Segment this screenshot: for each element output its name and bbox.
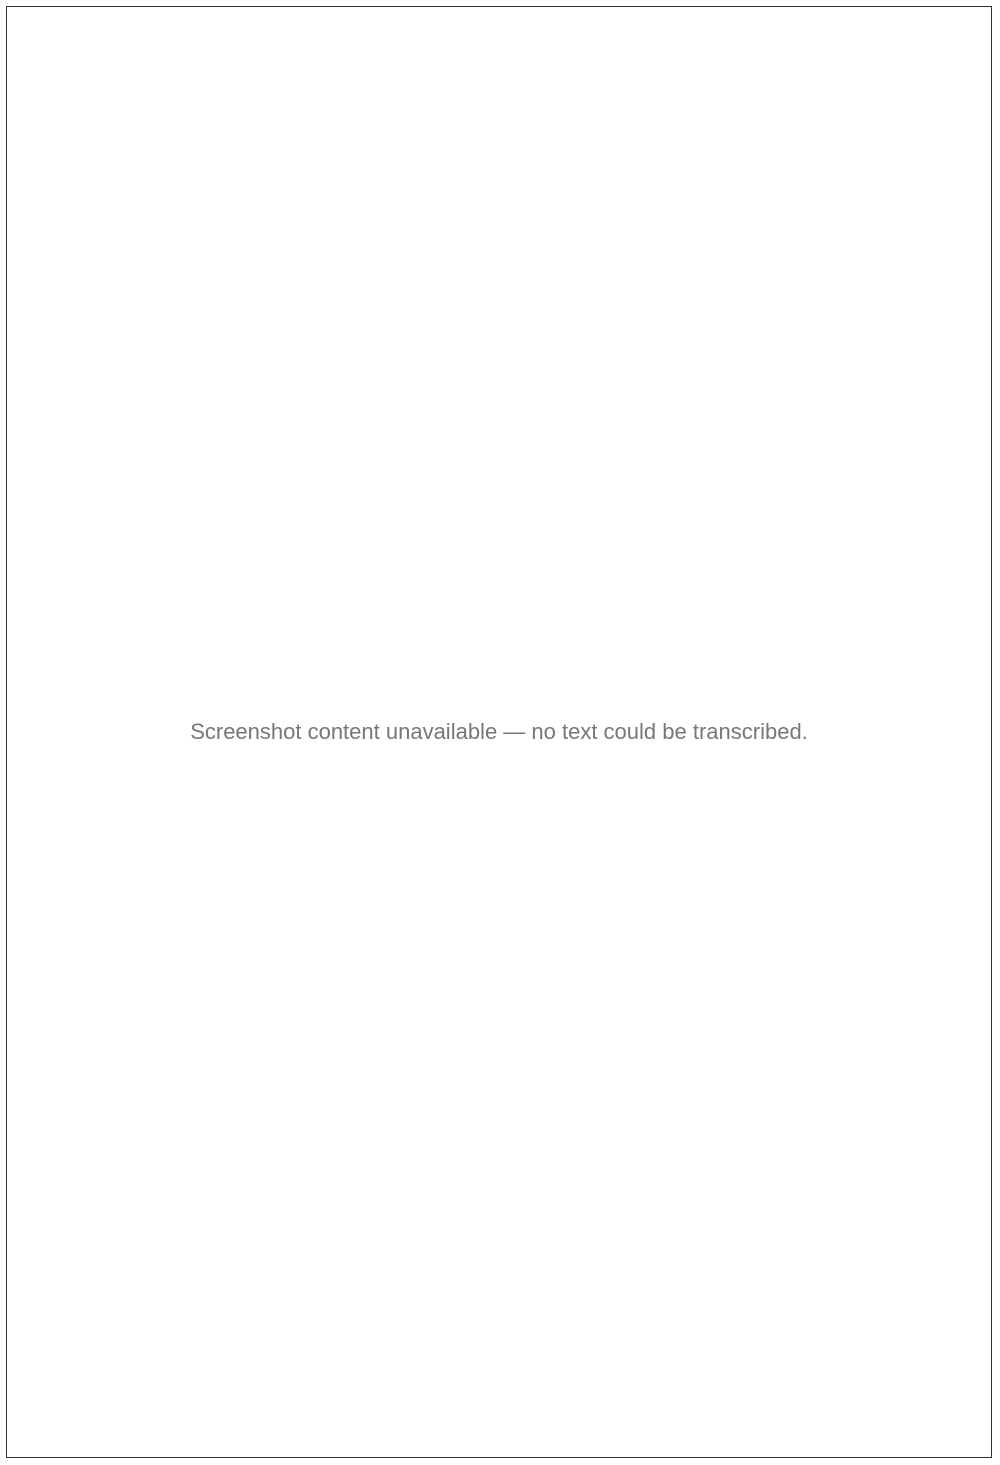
document-frame [6, 6, 992, 1458]
placeholder-message: Screenshot content unavailable — no text could be transcribed. [190, 719, 808, 744]
